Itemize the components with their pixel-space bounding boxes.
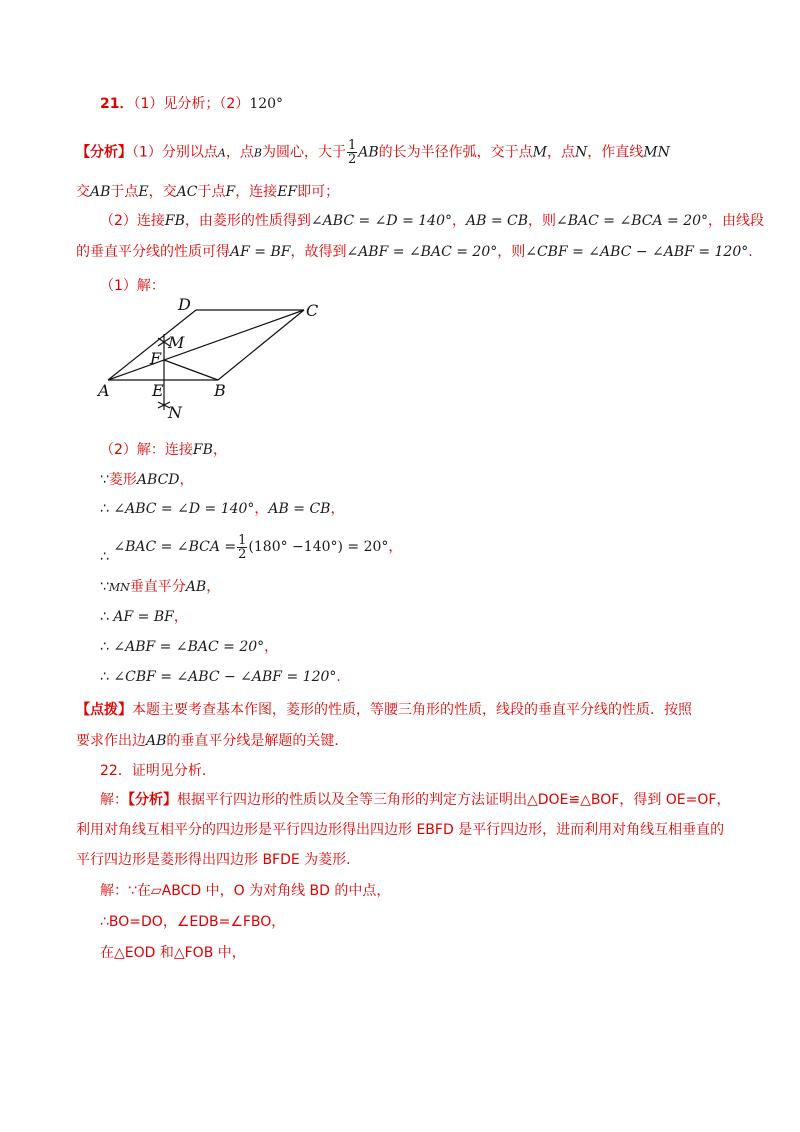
q22-analysis-line2: 利用对角线互相平分的四边形是平行四边形得出四边形 EBFD 是平行四边形，进而利用对角线互相垂直的 [76,822,725,838]
segment-label: FB [164,213,185,229]
analysis-text: ， [451,213,466,229]
q22-analysis-line3: 平行四边形是菱形得出四边形 BFDE 为菱形. [76,852,351,868]
point-label: N [575,144,588,161]
math-expression: AB = CB [465,213,529,229]
fraction-denominator: 2 [347,152,357,167]
solution-text: ， [212,442,227,458]
tip-line2 [76,731,348,751]
solution-text: ， [173,609,188,625]
analysis-text: （2）连接 [100,213,165,229]
solution-step7 [100,667,341,687]
analysis-text: 的长为半径作弧，交于点 [378,144,533,161]
point-label: B [253,146,262,160]
q21-number: 21． [100,96,134,112]
fraction-numerator: 1 [238,532,247,548]
math-expression: ABCD [136,472,180,488]
therefore-symbol: ∴ [100,549,109,565]
line-label: MN [643,144,670,161]
label-M: M [168,333,185,352]
q21-analysis-line1 [76,139,670,166]
math-expression: ∠ABC = ∠D = 140° [113,501,255,517]
point-label: F [225,184,236,200]
solution-text: ， [264,639,279,655]
segment-label: FB [192,442,213,458]
fraction-numerator: 1 [347,138,357,153]
segment-label: AC [176,184,198,200]
q22-prefix: 解： [100,792,128,808]
label-E: E [152,381,164,400]
analysis-text: ，作直线 [587,144,644,161]
q21-analysis-part2-line1 [100,211,764,231]
therefore-symbol: ∴ [100,669,109,685]
analysis-text: ，点 [225,144,254,161]
math-expression: ∠ABF = ∠BAC = 20° [346,244,498,260]
solution-text: ， [254,501,269,517]
side-BC [218,310,304,380]
tip-text: 要求作出边 [76,733,146,749]
therefore-symbol: ∴ [100,609,109,625]
analysis-text: 为圆心，大于 [261,144,346,161]
analysis-text: . [748,244,753,260]
analysis-text: 即可； [297,184,340,200]
solution-text: ， [206,579,221,595]
math-expression: ∠BAC = ∠BCA = 20° [556,213,709,229]
solution-text: ， [330,501,345,517]
analysis-text: ，则 [528,213,557,229]
analysis-text: ，点 [547,144,575,161]
tip-tag: 【点拨】 [76,702,132,718]
math-expression: (180° −140°) = 20° [248,539,389,555]
therefore-symbol: ∴ [100,501,109,517]
therefore-symbol: ∴ [100,639,109,655]
segment-label: AB [358,144,379,161]
analysis-text: ，则 [497,244,526,260]
solution-step5 [100,607,188,627]
analysis-text: ，由线段 [708,213,765,229]
analysis-text: ，连接 [235,184,278,200]
analysis-text: 于点 [197,184,226,200]
math-expression: ∠ABC = ∠D = 140° [310,213,452,229]
q22-analysis-line1 [100,790,730,810]
math-expression: ∠BAC = ∠BCA = [113,539,237,555]
because-symbol: ∵ [100,472,109,488]
point-label: E [138,184,149,200]
solution-text: 垂直平分 [129,579,186,595]
q22-solution-line2: ∴BO=DO，∠EDB=∠FBO， [100,914,286,930]
analysis-tag: 【分析】 [76,144,132,161]
tip-line1 [76,700,692,720]
math-expression: AF = BF [113,609,174,625]
fraction-half [347,139,357,166]
q21-header-answer: 120° [249,96,284,112]
math-expression: AB = CB [268,501,331,517]
because-symbol: ∵ [100,579,109,595]
label-F: F [150,349,162,368]
math-expression: MN [108,581,130,594]
solution-text: ， [179,472,194,488]
label-C: C [306,301,319,320]
q21-header [100,94,283,114]
solution-step4 [100,577,220,598]
label-D: D [178,298,191,314]
segment-label: EF [277,184,298,200]
solution-text: ， [388,539,403,555]
label-A: A [98,381,110,400]
tip-text: 本题主要考查基本作图，菱形的性质，等腰三角形的性质，线段的垂直平分线的性质．按照 [132,702,692,718]
segment-label: AB [146,733,167,749]
math-expression: ∠CBF = ∠ABC − ∠ABF = 120° [525,244,749,260]
fraction-half [237,534,247,561]
solution-text: . [336,669,341,685]
q21-analysis-line2 [76,182,339,202]
fraction-denominator: 2 [238,546,247,562]
solution-step1 [100,470,194,490]
solution-step2 [100,499,344,519]
solution-text: 菱形 [108,472,137,488]
q22-solution-line3: 在△EOD 和△FOB 中， [100,945,246,961]
analysis-text: 于点 [110,184,139,200]
q21-header-parts: （1）见分析；（2） [133,96,250,112]
segment-label: AB [90,184,111,200]
solution-text: （2）解：连接 [100,442,193,458]
solution-step3 [100,532,403,565]
q22-analysis-text: 根据平行四边形的性质以及全等三角形的判定方法证明出△DOE≌△BOF，得到 OE=OF， [177,792,731,808]
analysis-text: ，故得到 [290,244,347,260]
math-expression: AF = BF [230,244,291,260]
math-expression: ∠CBF = ∠ABC − ∠ABF = 120° [113,669,337,685]
q22-solution-line1: 解：∵在▱ABCD 中，O 为对角线 BD 的中点， [100,883,391,899]
analysis-text: 的垂直平分线的性质可得 [76,244,230,260]
segment-FB [164,360,218,380]
point-label: A [217,146,226,160]
analysis-text: ，交 [148,184,177,200]
q22-header: 22．证明见分析. [100,763,207,779]
rhombus-diagram [96,298,336,430]
point-label: M [532,144,547,161]
diagonal-AC [108,310,304,380]
solution-part2-label [100,440,227,460]
solution-part1-label: （1）解： [100,278,165,294]
q22-analysis-tag: 【分析】 [128,792,177,808]
q21-analysis-part2-line2 [76,242,753,262]
label-N: N [168,403,182,422]
tip-text: 的垂直平分线是解题的关键． [166,733,349,749]
analysis-text: （1）分别以点 [132,144,218,161]
solution-step6 [100,637,278,657]
label-B: B [214,381,226,400]
analysis-text: 交 [76,184,90,200]
math-expression: AB [185,579,207,595]
analysis-text: ，由菱形的性质得到 [184,213,311,229]
math-expression: ∠ABF = ∠BAC = 20° [113,639,265,655]
